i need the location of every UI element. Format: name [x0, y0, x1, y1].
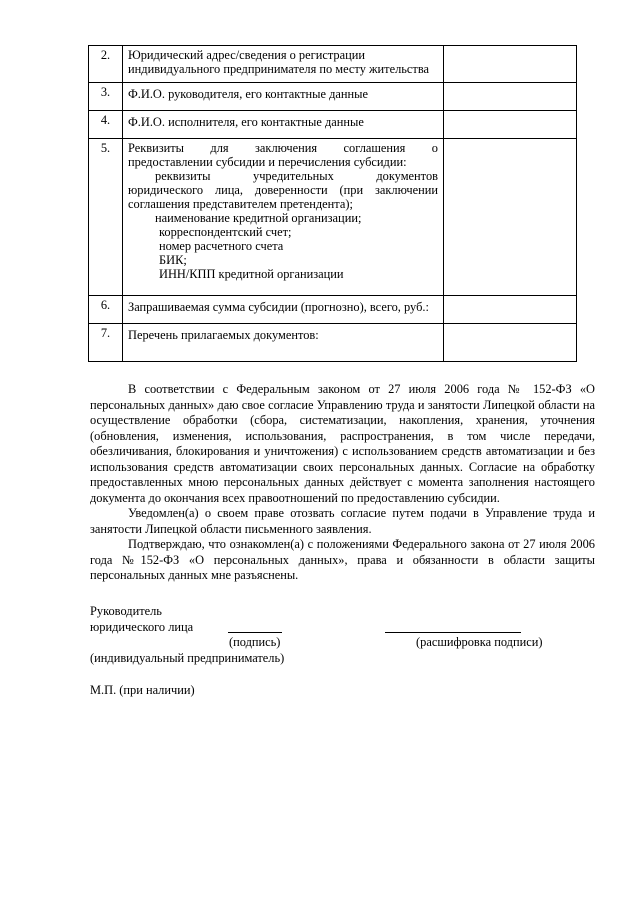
row-text-line: Юридический адрес/сведения о регистрации — [128, 48, 365, 62]
row-text-line: наименование кредитной организации; — [155, 211, 362, 225]
table-row — [89, 111, 577, 139]
row-description — [123, 83, 444, 111]
consent-paragraph: В соответствии с Федеральным законом от 27 июля 2006 года № 152-ФЗ «О персональных данных» даю свое согласие Управлению труда и занятости Липецкой области на осуществление обработки (сбора, систематизации, накопления, хранения, уточнения (обновления, изменения, использования, распространения, в том числе передачи, обезличивания, блокирования и уничтожения) с использованием средств автоматизации и без использования средств автоматизации своих персональных данных. Согласие на обработку предоставленных мною персональных данных действует с момента заполнения настоящего документа до окончания всех правоотношений по предоставлению субсидии. — [90, 382, 595, 505]
signatory-title-line2: юридического лица — [90, 620, 194, 634]
table-row — [89, 139, 577, 296]
row-number: 6. — [89, 296, 123, 324]
signature-decode-caption: (расшифровка подписи) — [416, 635, 543, 649]
row-value-cell[interactable] — [444, 296, 577, 324]
table-row — [89, 296, 577, 324]
row-text-line: ИНН/КПП кредитной организации — [159, 267, 344, 281]
row-text-line: Запрашиваемая сумма субсидии (прогнозно), всего, руб.: — [128, 300, 429, 314]
table-row — [89, 46, 577, 83]
row-value-cell[interactable] — [444, 139, 577, 296]
row-value-cell[interactable] — [444, 83, 577, 111]
consent-text — [90, 382, 595, 584]
row-number: 7. — [89, 324, 123, 362]
consent-paragraph: Уведомлен(а) о своем праве отозвать согласие путем подачи в Управление труда и занятости Липецкой области письменного заявления. — [90, 506, 595, 536]
row-text-line: реквизиты учредительных документов — [155, 169, 438, 183]
row-value-cell[interactable] — [444, 46, 577, 83]
row-description — [123, 139, 444, 296]
stamp-label: М.П. (при наличии) — [90, 683, 195, 697]
row-text-line: предоставлении субсидии и перечисления субсидии: — [128, 155, 407, 169]
table-row — [89, 324, 577, 362]
row-text-line: номер расчетного счета — [159, 239, 284, 253]
row-description — [123, 324, 444, 362]
row-number: 4. — [89, 111, 123, 139]
application-table — [88, 45, 577, 362]
row-value-cell[interactable] — [444, 111, 577, 139]
row-text-line: Перечень прилагаемых документов: — [128, 328, 319, 342]
row-text-line: Ф.И.О. исполнителя, его контактные данные — [128, 115, 364, 129]
signatory-title: Руководитель — [90, 604, 162, 618]
row-text-line: соглашения представителем претендента); — [128, 197, 353, 211]
signature-decode-line[interactable] — [385, 632, 521, 633]
row-description — [123, 46, 444, 83]
row-text-line: БИК; — [159, 253, 187, 267]
row-number: 2. — [89, 46, 123, 83]
row-description — [123, 296, 444, 324]
row-description — [123, 111, 444, 139]
row-text-line: Реквизиты для заключения соглашения о — [128, 141, 438, 155]
row-text-line: корреспондентский счет; — [159, 225, 292, 239]
signature-caption: (подпись) — [229, 635, 281, 649]
row-text-line: Ф.И.О. руководителя, его контактные данные — [128, 87, 368, 101]
signature-line[interactable] — [228, 632, 282, 633]
row-text-line: индивидуального предпринимателя по месту жительства — [128, 62, 430, 76]
signatory-title-line3: (индивидуальный предприниматель) — [90, 651, 285, 665]
row-number: 3. — [89, 83, 123, 111]
consent-paragraph: Подтверждаю, что ознакомлен(а) с положениями Федерального закона от 27 июля 2006 года №152-ФЗ «О персональных данных», права и обязанности в области защиты персональных данных мне разъяснены. — [90, 537, 595, 582]
row-number: 5. — [89, 139, 123, 296]
row-value-cell[interactable] — [444, 324, 577, 362]
table-row — [89, 83, 577, 111]
row-text-line: юридического лица, доверенности (при заключении — [128, 183, 438, 197]
